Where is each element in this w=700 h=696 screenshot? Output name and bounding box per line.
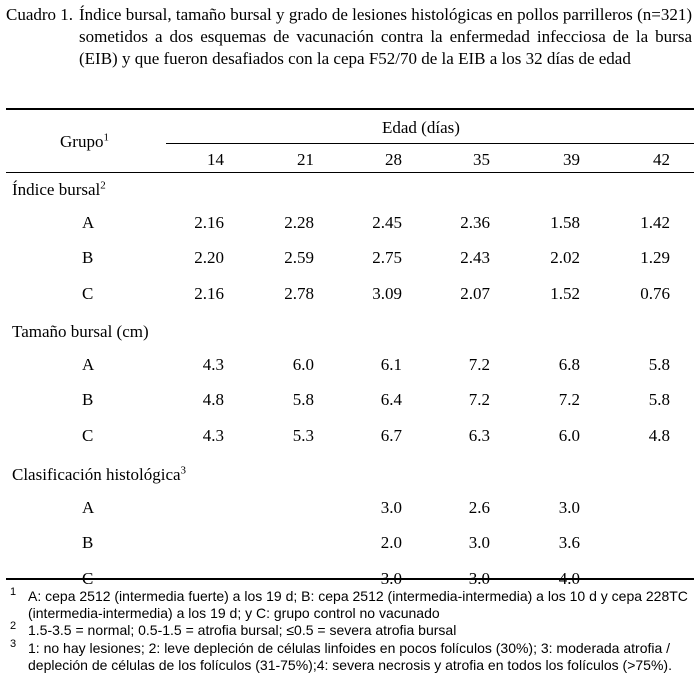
table-cell: 4.3 bbox=[202, 355, 224, 374]
table-cell: 4.8 bbox=[648, 426, 670, 445]
row-group-label: B bbox=[82, 390, 94, 409]
table-cell: 3.0 bbox=[558, 498, 580, 517]
table-cell: 6.1 bbox=[380, 355, 402, 374]
table-cell: 2.78 bbox=[284, 284, 314, 303]
table-cell: 2.6 bbox=[468, 498, 490, 517]
day-header: 14 bbox=[207, 150, 224, 169]
day-header: 42 bbox=[653, 150, 670, 169]
section-title-text: Clasificación histológica bbox=[12, 465, 181, 484]
table-cell: 3.0 bbox=[380, 498, 402, 517]
day-header: 39 bbox=[563, 150, 580, 169]
row-group-label: A bbox=[82, 213, 95, 232]
table-cell: 6.8 bbox=[558, 355, 580, 374]
footnote-mark: 1 bbox=[10, 586, 17, 598]
section-title-text: Tamaño bursal (cm) bbox=[12, 322, 149, 341]
table-cell: 2.59 bbox=[284, 248, 314, 267]
row-group-label: C bbox=[82, 569, 94, 588]
caption-label: Cuadro 1. bbox=[6, 5, 74, 24]
footnote-text: 1: no hay lesiones; 2: leve depleción de células linfoides en pocos folículos (30%); 3: moderada atrofia / depleción de células de los folículos (31-75%);4: severa necrosis y atrofia en todos los folículos (>75%). bbox=[28, 640, 672, 673]
table-cell: 7.2 bbox=[558, 390, 580, 409]
section-footnote-mark: 2 bbox=[100, 179, 106, 192]
footnote-mark: 3 bbox=[10, 638, 17, 650]
row-group-label: B bbox=[82, 533, 94, 552]
row-group-label: C bbox=[82, 284, 94, 303]
group-header: Grupo$^1$ bbox=[60, 131, 109, 151]
table-cell: 6.0 bbox=[558, 426, 580, 445]
day-header: 28 bbox=[385, 150, 402, 169]
footnote-text: 1.5-3.5 = normal; 0.5-1.5 = atrofia bursal; ≤0.5 = severa atrofia bursal bbox=[28, 622, 457, 638]
table-cell: 6.7 bbox=[380, 426, 402, 445]
day-header: 21 bbox=[297, 150, 314, 169]
table-cell: 1.58 bbox=[550, 213, 580, 232]
section-title bbox=[12, 180, 106, 200]
table-cell: 3.09 bbox=[372, 284, 402, 303]
table-cell: 2.28 bbox=[284, 213, 314, 232]
row-group-label: C bbox=[82, 426, 94, 445]
table-cell: 2.20 bbox=[194, 248, 224, 267]
table-cell: 2.45 bbox=[372, 213, 402, 232]
footnote-text: A: cepa 2512 (intermedia fuerte) a los 19 d; B: cepa 2512 (intermedia-intermedia) a los 10 d y cepa 228TC (intermedia-intermedia) a los 19 d; y C: grupo control no vacunado bbox=[28, 588, 688, 621]
table-cell: 2.75 bbox=[372, 248, 402, 267]
row-group-label: A bbox=[82, 498, 95, 517]
table-cell: 0.76 bbox=[640, 284, 670, 303]
table-cell: 2.16 bbox=[194, 213, 224, 232]
day-header: 35 bbox=[473, 150, 490, 169]
table-cell: 4.8 bbox=[202, 390, 224, 409]
table-cell: 1.52 bbox=[550, 284, 580, 303]
table-cell: 2.0 bbox=[380, 533, 402, 552]
table-cell: 3.6 bbox=[558, 533, 580, 552]
table-cell: 3.0 bbox=[380, 569, 402, 588]
section-title bbox=[12, 465, 186, 485]
table-cell: 2.02 bbox=[550, 248, 580, 267]
table-cell: 1.29 bbox=[640, 248, 670, 267]
table-top-rule bbox=[6, 108, 694, 110]
table-cell: 3.0 bbox=[468, 569, 490, 588]
table-cell: 2.43 bbox=[460, 248, 490, 267]
caption-text: Índice bursal, tamaño bursal y grado de lesiones histológicas en pollos parrilleros (n=321) sometidos a dos esquemas de vacunación contra la enfermedad infecciosa de la bursa (EIB) y que fueron desafiados con la cepa F52/70 de la EIB a los 32 días de edad bbox=[79, 5, 692, 68]
edad-header-rule bbox=[166, 143, 694, 144]
section-title bbox=[12, 322, 149, 342]
section-footnote-mark: 3 bbox=[180, 464, 187, 477]
table-cell: 3.0 bbox=[468, 533, 490, 552]
table-cell: 5.8 bbox=[648, 390, 670, 409]
row-group-label: A bbox=[82, 355, 95, 374]
table-cell: 2.36 bbox=[460, 213, 490, 232]
table-cell: 6.0 bbox=[292, 355, 314, 374]
group-header-footnote-mark: 1 bbox=[103, 131, 109, 144]
header-bottom-rule bbox=[6, 172, 694, 173]
table-cell: 7.2 bbox=[468, 390, 490, 409]
table-cell: 6.4 bbox=[380, 390, 402, 409]
table-cell: 2.16 bbox=[194, 284, 224, 303]
table-cell: 5.8 bbox=[292, 390, 314, 409]
table-cell: 2.07 bbox=[460, 284, 490, 303]
table-cell: 4.3 bbox=[202, 426, 224, 445]
table-cell: 5.8 bbox=[648, 355, 670, 374]
edad-header: Edad (días) bbox=[382, 118, 460, 137]
table-cell: 5.3 bbox=[292, 426, 314, 445]
table-cell: 7.2 bbox=[468, 355, 490, 374]
row-group-label: B bbox=[82, 248, 94, 267]
table-cell: 6.3 bbox=[468, 426, 490, 445]
table-cell: 4.0 bbox=[558, 569, 580, 588]
table-cell: 1.42 bbox=[640, 213, 670, 232]
section-title-text: Índice bursal bbox=[12, 180, 101, 199]
footnote-mark: 2 bbox=[10, 620, 17, 632]
